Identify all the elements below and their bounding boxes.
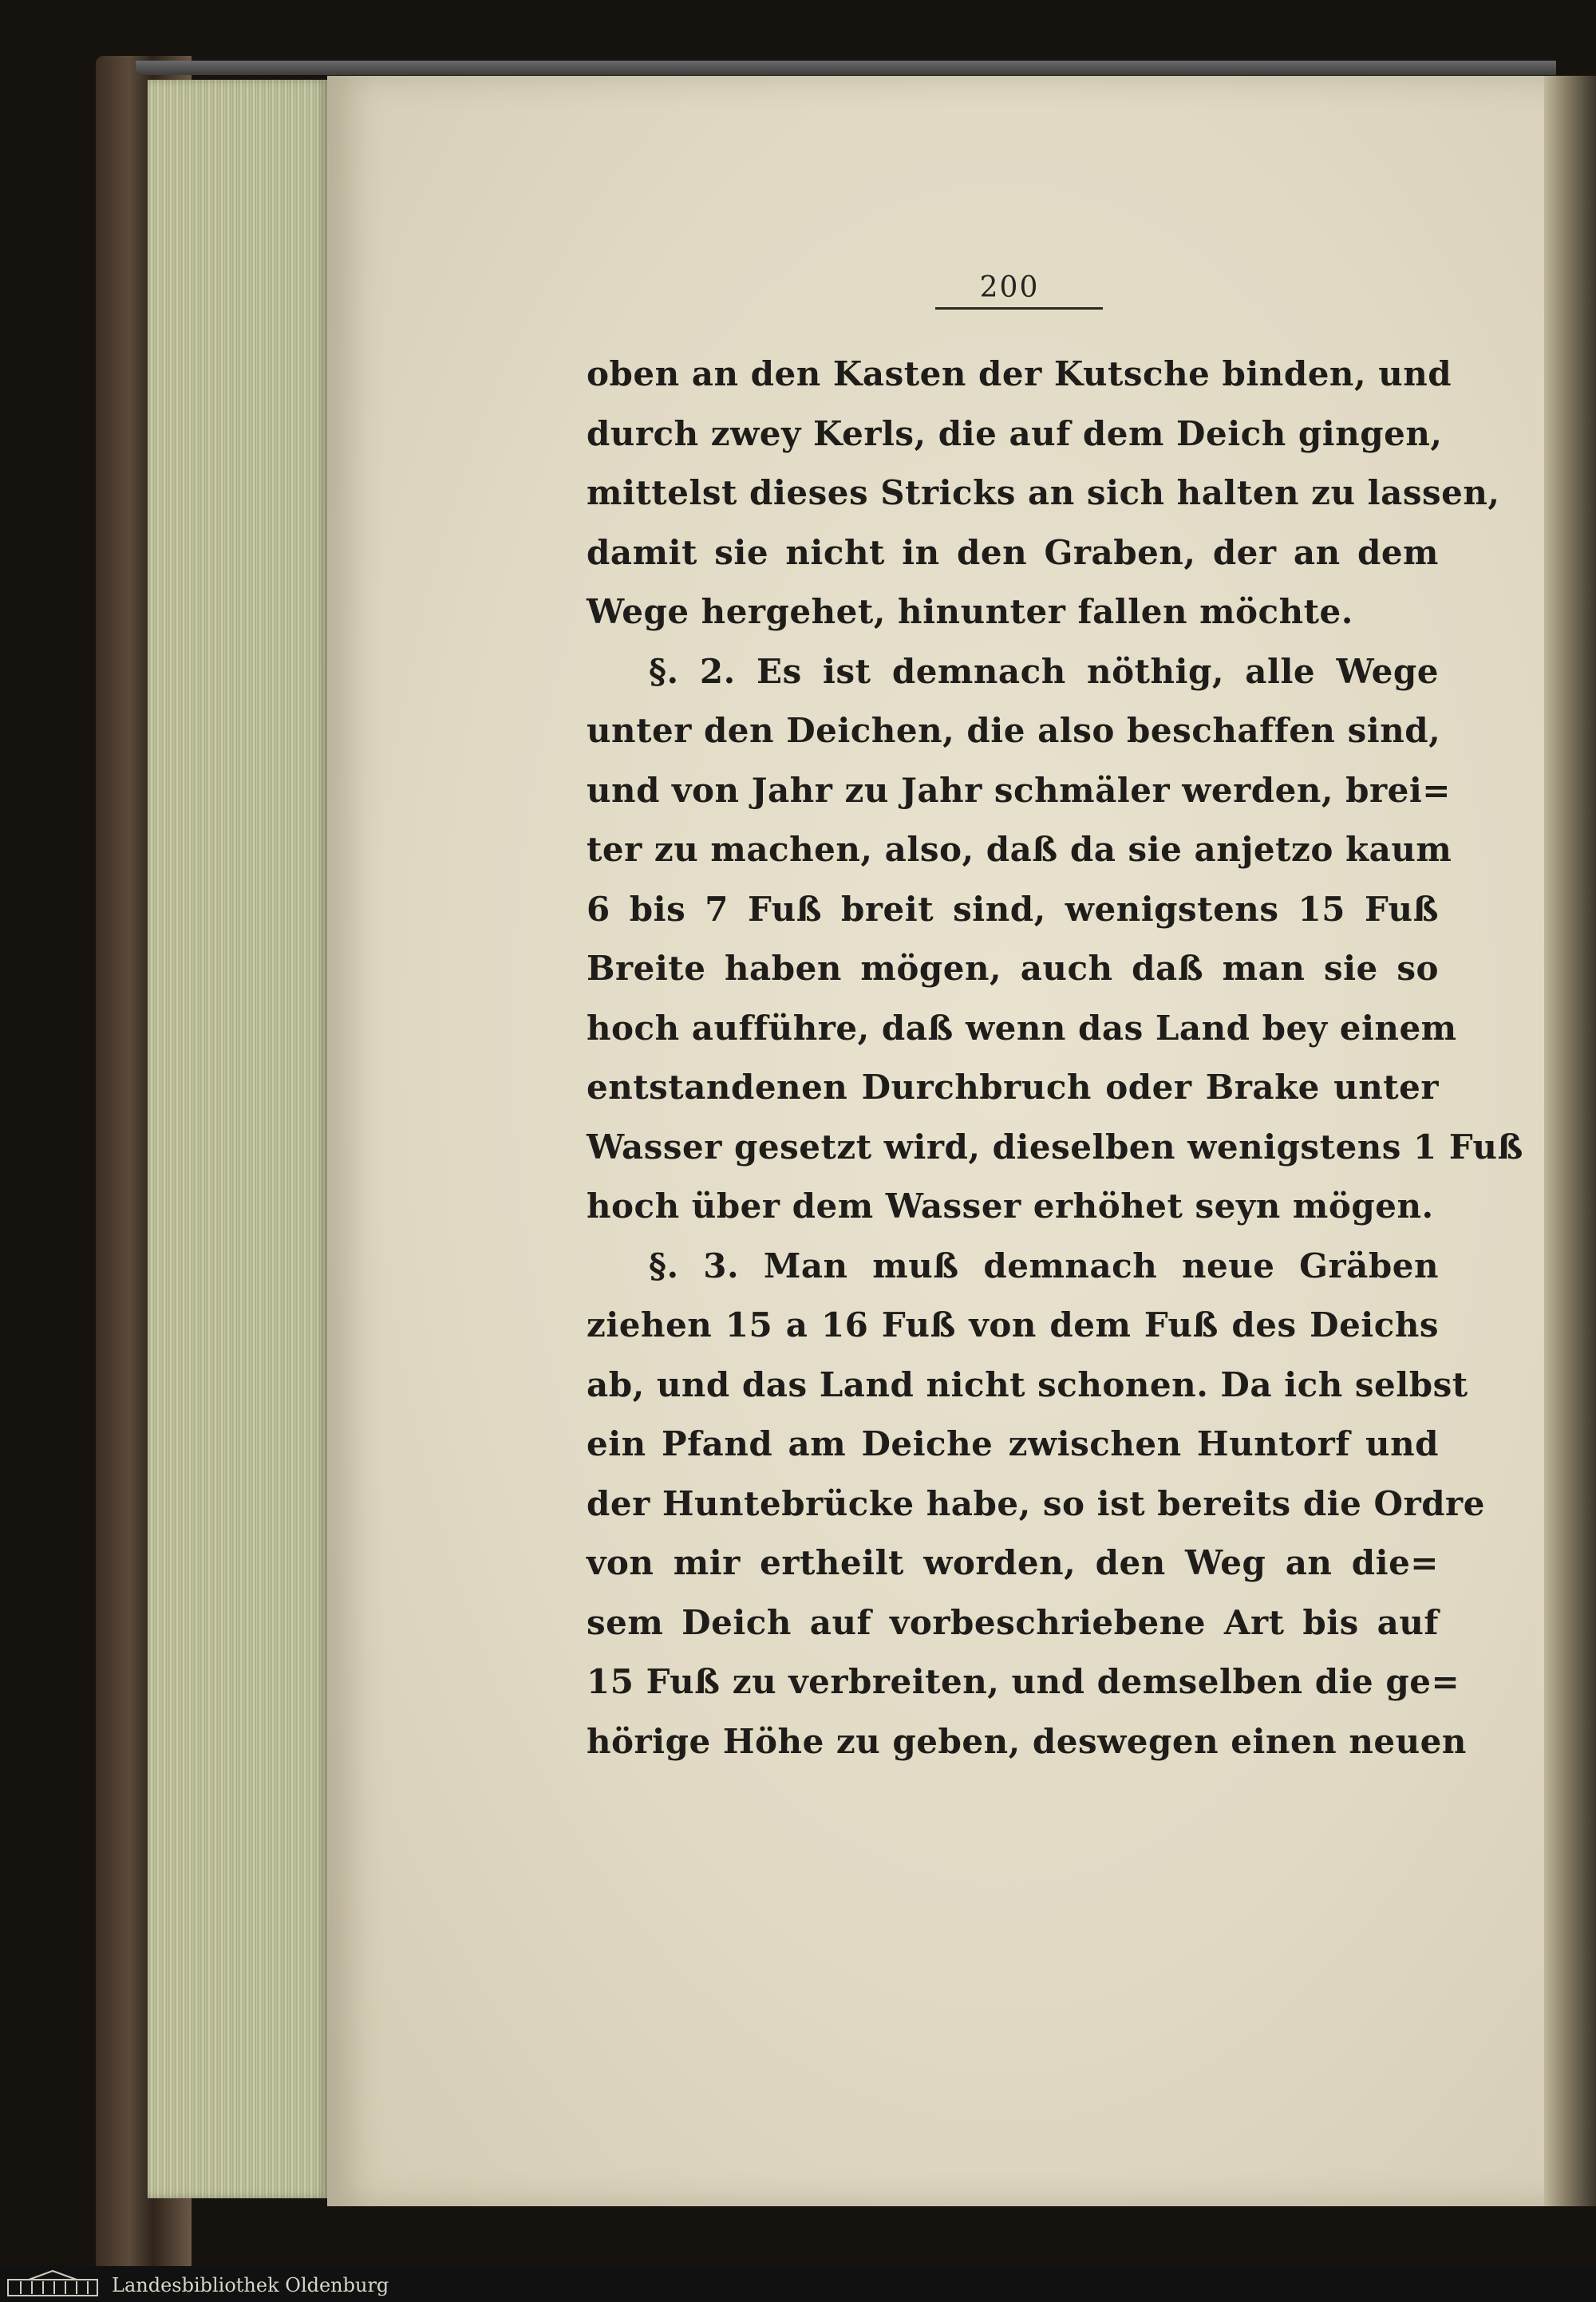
text-line: ter zu machen, also, daß da sie anjetzo kaum [587,830,1452,869]
text-line: entstandenen Durchbruch oder Brake unter [587,1068,1439,1107]
text-line: unter den Deichen, die also beschaffen sind, [587,711,1441,750]
text-line: hoch über dem Wasser erhöhet seyn mögen. [587,1187,1434,1226]
text-line: und von Jahr zu Jahr schmäler werden, brei= [587,770,1451,810]
text-line: durch zwey Kerls, die auf dem Deich gingen, [587,413,1443,453]
library-building-icon [5,2268,101,2299]
page-number: 200 [979,271,1040,304]
text-line: damit sie nicht in den Graben, der an dem [587,532,1439,572]
text-line: von mir ertheilt worden, den Weg an die= [587,1543,1439,1582]
body-text [587,345,1523,1771]
book-top-edge [136,61,1556,75]
text-line: oben an den Kasten der Kutsche binden, und [587,354,1452,393]
library-name: Landesbibliothek Oldenburg [112,2274,389,2296]
text-line: Wege hergehet, hinunter fallen möchte. [587,592,1353,631]
text-line: ein Pfand am Deiche zwischen Huntorf und [587,1424,1439,1463]
page-stack-edges [148,80,327,2198]
text-line: Breite haben mögen, auch daß man sie so [587,949,1439,988]
text-line: hoch aufführe, daß wenn das Land bey einem [587,1008,1457,1048]
text-line: ziehen 15 a 16 Fuß von dem Fuß des Deichs [587,1305,1439,1344]
text-line: der Huntebrücke habe, so ist bereits die Ordre [587,1483,1485,1523]
header-rule [935,307,1103,310]
text-line: 15 Fuß zu verbreiten, und demselben die ge= [587,1662,1460,1701]
text-line: Wasser gesetzt wird, dieselben wenigstens 1 Fuß [587,1127,1523,1167]
text-line: ab, und das Land nicht schonen. Da ich selbst [587,1364,1468,1404]
text-line: §. 2. Es ist demnach nöthig, alle Wege [649,651,1439,691]
text-line: hörige Höhe zu geben, deswegen einen neuen [587,1721,1467,1761]
text-line: §. 3. Man muß demnach neue Gräben [649,1246,1439,1285]
text-line: 6 bis 7 Fuß breit sind, wenigstens 15 Fuß [587,889,1439,929]
text-line: sem Deich auf vorbeschriebene Art bis auf [587,1602,1439,1642]
book-gutter [1544,76,1596,2206]
text-line: mittelst dieses Stricks an sich halten zu lassen, [587,473,1500,512]
